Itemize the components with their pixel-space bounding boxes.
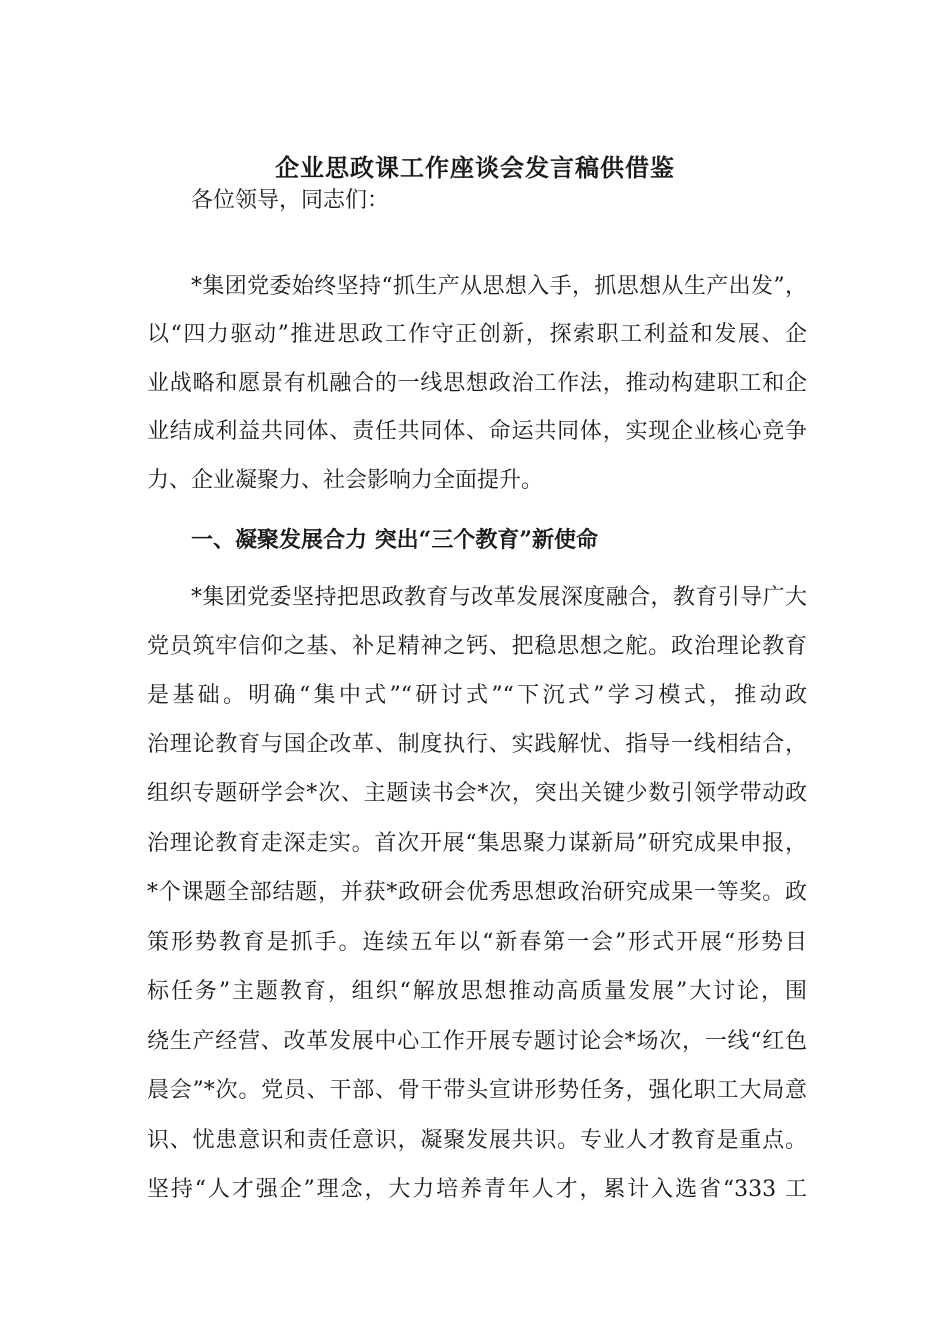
body-line: *个课题全部结题，并获*政研会优秀思想政治研究成果一等奖。政 xyxy=(147,880,807,905)
body-line: 识、忧患意识和责任意识，凝聚发展共识。专业人才教育是重点。 xyxy=(147,1128,807,1153)
body-line: 治理论教育与国企改革、制度执行、实践解忧、指导一线相结合， xyxy=(147,732,807,757)
body-line: 坚持“人才强企”理念，大力培养青年人才，累计入选省“333 工 xyxy=(147,1177,807,1202)
document-title: 企业思政课工作座谈会发言稿供借鉴 xyxy=(275,153,675,182)
intro-line: 业战略和愿景有机融合的一线思想政治工作法，推动构建职工和企 xyxy=(147,371,807,396)
body-line: 绕生产经营、改革发展中心工作开展专题讨论会*场次，一线“红色 xyxy=(147,1029,807,1054)
body-line: 组织专题研学会*次、主题读书会*次，突出关键少数引领学带动政 xyxy=(147,781,807,806)
salutation: 各位领导，同志们： xyxy=(191,188,390,213)
body-line: *集团党委坚持把思政教育与改革发展深度融合，教育引导广大 xyxy=(191,585,807,610)
body-line: 标任务”主题教育，组织“解放思想推动高质量发展”大讨论，围 xyxy=(147,979,807,1004)
intro-line: *集团党委始终坚持“抓生产从思想入手，抓思想从生产出发”， xyxy=(191,274,807,299)
body-line: 治理论教育走深走实。首次开展“集思聚力谋新局”研究成果申报， xyxy=(147,831,807,856)
body-line: 是基础。明确“集中式”“研讨式”“下沉式”学习模式，推动政 xyxy=(147,683,807,708)
intro-line: 业结成利益共同体、责任共同体、命运共同体，实现企业核心竞争 xyxy=(147,419,807,444)
intro-line: 以“四力驱动”推进思政工作守正创新，探索职工利益和发展、企 xyxy=(147,322,807,347)
body-line: 晨会”*次。党员、干部、骨干带头宣讲形势任务，强化职工大局意 xyxy=(147,1078,807,1103)
section-heading: 一、凝聚发展合力 突出“三个教育”新使命 xyxy=(191,527,598,553)
body-line: 党员筑牢信仰之基、补足精神之钙、把稳思想之舵。政治理论教育 xyxy=(147,634,807,659)
intro-line: 力、企业凝聚力、社会影响力全面提升。 xyxy=(147,468,544,493)
body-line: 策形势教育是抓手。连续五年以“新春第一会”形式开展“形势目 xyxy=(147,930,807,955)
